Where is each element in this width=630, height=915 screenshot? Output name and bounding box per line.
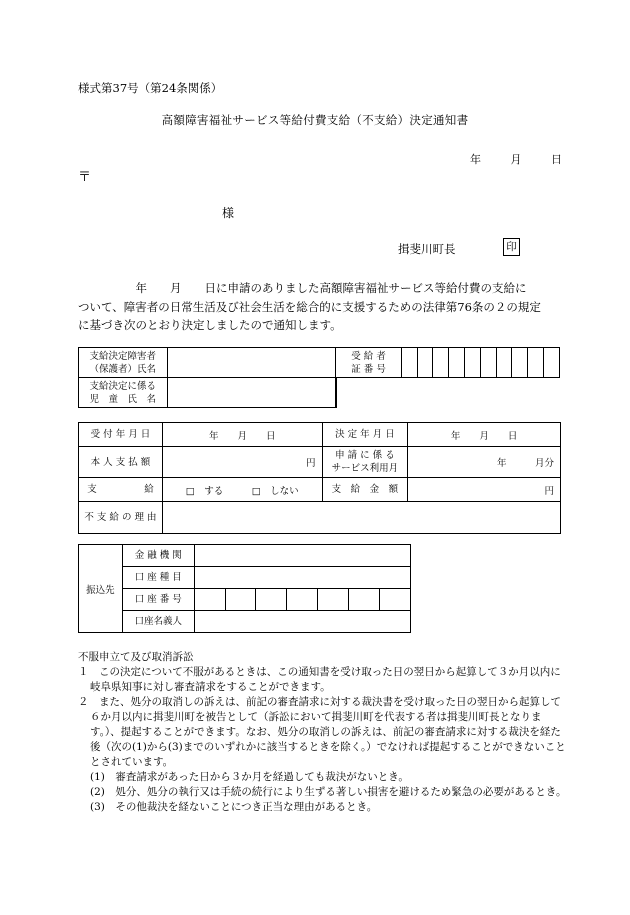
postal-mark: 〒	[78, 170, 92, 185]
account-no-digit[interactable]	[287, 589, 318, 611]
intro-line: 年 月 日に申請のありました高額障害福祉サービス等給付費の支給に	[78, 281, 527, 295]
account-no-digit[interactable]	[256, 589, 287, 611]
account-type-field[interactable]	[194, 567, 410, 589]
date-day: 日	[551, 153, 562, 166]
recipient-no-digit[interactable]	[417, 348, 433, 378]
note-subitem: (3) その他裁決を経ないことにつき正当な理由があるとき。	[90, 801, 378, 813]
recipient-no-digit[interactable]	[449, 348, 465, 378]
recipient-no-label: 受 給 者 証 番 号	[336, 348, 401, 378]
account-no-digit[interactable]	[349, 589, 380, 611]
recipient-no-digit[interactable]	[465, 348, 481, 378]
recipient-suffix: 様	[222, 206, 235, 220]
recipient-no-digit[interactable]	[480, 348, 496, 378]
recipient-no-digit[interactable]	[512, 348, 528, 378]
date-month: 月	[510, 153, 522, 166]
account-no-digit[interactable]	[225, 589, 256, 611]
recipient-no-digit[interactable]	[401, 348, 417, 378]
decision-table	[78, 422, 561, 534]
account-name-label: 口座名義人	[122, 611, 194, 633]
child-name-label: 支給決定に係る 児 童 氏 名	[79, 378, 168, 408]
payment-label: 支 給	[79, 478, 163, 502]
note-item: ２ また、処分の取消しの訴えは、前記の審査請求に対する裁決書を受け取った日の翌日から起算して６か月以内に揖斐川町を被告として（訴訟において揖斐川町を代表する者は揖斐川町長となります。）、提起することができます。なお、処分の取消しの訴えは、前記の審査請求に対する裁決を経た後（次の(1)から(3)までのいずれかに該当するときを除く。）でなければ提起することができないこととされています。	[78, 696, 566, 768]
decision-holder-label: 支給決定障害者 （保護者）氏名	[79, 348, 168, 378]
issuer-name: 揖斐川町長	[398, 242, 456, 256]
child-name-field[interactable]	[167, 378, 336, 408]
self-pay-label: 本 人 支 払 額	[79, 447, 163, 478]
recipient-no-digit[interactable]	[433, 348, 449, 378]
empty-cell	[336, 378, 560, 408]
intro-line: ついて、障害者の日常生活及び社会生活を総合的に支援するための法律第76条の２の規定	[78, 299, 541, 314]
service-month-field[interactable]: 年 月分	[408, 447, 561, 478]
self-pay-field[interactable]: 円	[162, 447, 322, 478]
notes-heading: 不服申立て及び取消訴訟	[78, 651, 194, 663]
account-name-field[interactable]	[194, 611, 410, 633]
intro-line: に基づき次のとおり決定しましたので通知します。	[78, 318, 342, 332]
account-no-label: 口 座 番 号	[122, 589, 194, 611]
account-no-digit[interactable]	[318, 589, 349, 611]
note-subitem: (1) 審査請求があった日から３か月を経過しても裁決がないとき。	[90, 771, 409, 783]
document-title: 高額障害福祉サービス等給付費支給（不支給）決定通知書	[161, 113, 469, 127]
amount-label: 支 給 金 額	[322, 478, 408, 502]
transfer-label: 振込先	[79, 545, 123, 633]
date-year: 年	[470, 153, 481, 166]
decision-date-label: 決 定 年 月 日	[322, 423, 408, 447]
transfer-table	[78, 544, 411, 633]
account-no-digit[interactable]	[194, 589, 225, 611]
payment-options[interactable]: □ する □ しない	[162, 478, 322, 502]
note-item: １ この決定について不服があるときは、この通知書を受け取った日の翌日から起算して３か月以内に岐阜県知事に対し審査請求をすることができます。	[78, 666, 561, 693]
reason-field[interactable]	[162, 502, 560, 534]
recipient-no-digit[interactable]	[528, 348, 544, 378]
reason-label: 不 支 給 の 理 由	[79, 502, 163, 534]
bank-field[interactable]	[194, 545, 410, 567]
bank-label: 金 融 機 関	[122, 545, 194, 567]
service-month-label: 申 請 に 係 る サービス利用月	[322, 447, 408, 478]
appeal-notes	[78, 650, 568, 815]
amount-field[interactable]: 円	[408, 478, 561, 502]
received-date-label: 受 付 年 月 日	[79, 423, 163, 447]
decision-holder-field[interactable]	[167, 348, 336, 378]
recipient-no-digit[interactable]	[544, 348, 560, 378]
issue-date	[470, 151, 562, 167]
recipient-table	[78, 347, 560, 408]
account-no-digit[interactable]	[380, 589, 411, 611]
account-type-label: 口 座 種 目	[122, 567, 194, 589]
intro-paragraph	[78, 279, 560, 335]
seal-mark: 印	[503, 238, 520, 256]
recipient-no-digit[interactable]	[496, 348, 512, 378]
form-number: 様式第37号（第24条関係）	[78, 81, 223, 95]
received-date-field[interactable]: 年 月 日	[162, 423, 322, 447]
note-subitem: (2) 処分、処分の執行又は手続の続行により生ずる著しい損害を避けるため緊急の必要があるとき。	[90, 786, 567, 798]
decision-date-field[interactable]: 年 月 日	[408, 423, 561, 447]
